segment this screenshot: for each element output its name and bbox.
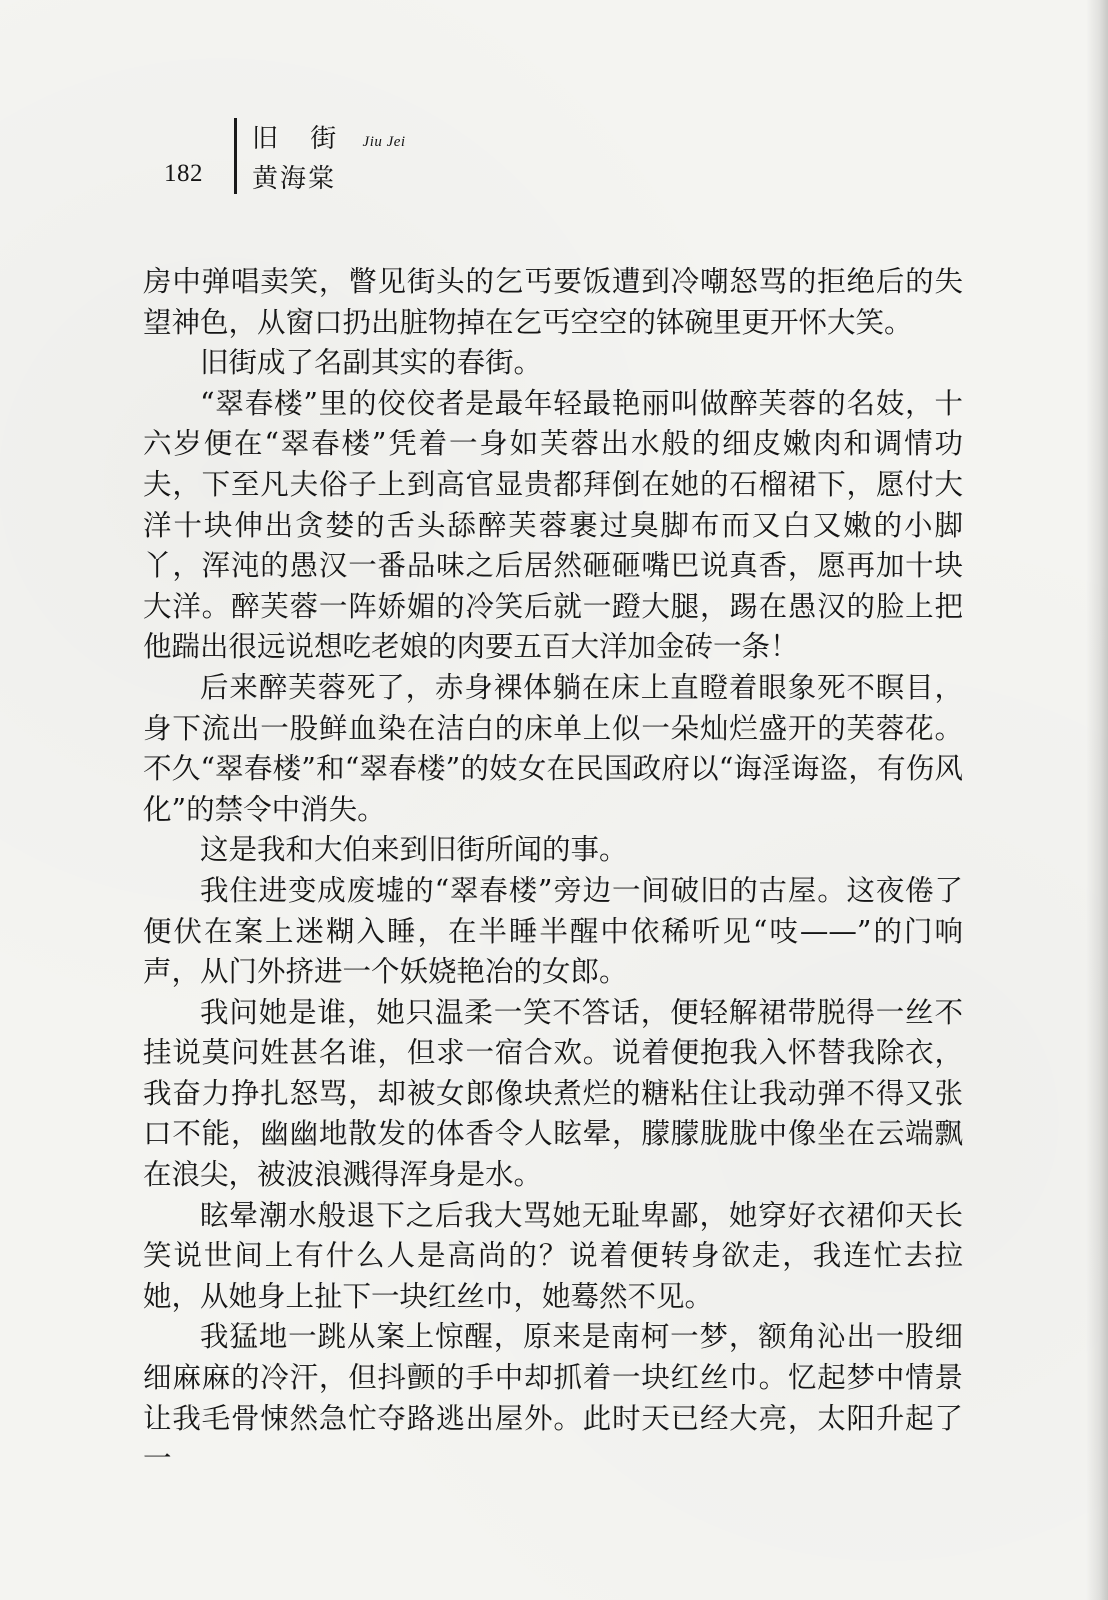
- paragraph: 房中弹唱卖笑，瞥见街头的乞丐要饭遭到冷嘲怒骂的拒绝后的失望神色，从窗口扔出脏物掉在乞丐空空的钵碗里更开怀大笑。: [143, 265, 963, 339]
- paragraph: 后来醉芙蓉死了，赤身裸体躺在床上直瞪着眼象死不瞑目，身下流出一股鲜血染在洁白的床单上似一朵灿烂盛开的芙蓉花。不久“翠春楼”和“翠春楼”的妓女在民国政府以“诲淫诲盗，有伤风化”的禁令中消失。: [143, 670, 963, 826]
- paragraph: 我问她是谁，她只温柔一笑不答话，便轻解裙带脱得一丝不挂说莫问姓甚名谁，但求一宿合欢。说着便抱我入怀替我除衣，我奋力挣扎怒骂，却被女郎像块煮烂的糖粘住让我动弹不得又张口不能，幽幽地散发的体香令人眩晕，朦朦胧胧中像坐在云端飘在浪尖，被波浪溅得浑身是水。: [143, 995, 963, 1192]
- header-divider: [234, 118, 237, 194]
- page-number: 182: [164, 160, 203, 187]
- paragraph: 我住进变成废墟的“翠春楼”旁边一间破旧的古屋。这夜倦了便伏在案上迷糊入睡，在半睡半醒中依稀听见“吱——”的门响声，从门外挤进一个妖娆艳冶的女郎。: [143, 873, 963, 989]
- paragraph: 旧街成了名副其实的春街。: [200, 346, 543, 380]
- paragraph: 这是我和大伯来到旧街所闻的事。: [200, 833, 628, 867]
- paragraph: “翠春楼”里的佼佼者是最年轻最艳丽叫做醉芙蓉的名妓，十六岁便在“翠春楼”凭着一身如芙蓉出水般的细皮嫩肉和调情功夫，下至凡夫俗子上到高官显贵都拜倒在她的石榴裙下，愿付大洋十块伸出贪婪的舌头舔醉芙蓉裹过臭脚布而又白又嫩的小脚丫，浑沌的愚汉一番品味之后居然砸砸嘴巴说真香，愿再加十块大洋。醉芙蓉一阵娇媚的冷笑后就一蹬大腿，踢在愚汉的脸上把他踹出很远说想吃老娘的肉要五百大洋加金砖一条！: [143, 386, 963, 664]
- body-text: [143, 262, 963, 1480]
- page-edge-shadow: [1086, 0, 1108, 1600]
- paragraph: 眩晕潮水般退下之后我大骂她无耻卑鄙，她穿好衣裙仰天长笑说世间上有什么人是高尚的？说着便转身欲走，我连忙去拉她，从她身上扯下一块红丝巾，她蓦然不见。: [143, 1198, 963, 1313]
- book-title-pinyin: Jiu Jei: [362, 134, 406, 150]
- running-header: [160, 118, 560, 196]
- book-title-chinese: 旧 街: [252, 124, 349, 154]
- author-name: 黄海棠: [252, 164, 337, 194]
- paragraph: 我猛地一跳从案上惊醒，原来是南柯一梦，额角沁出一股细细麻麻的冷汗，但抖颤的手中却抓着一块红丝巾。忆起梦中情景让我毛骨悚然急忙夺路逃出屋外。此时天已经大亮，太阳升起了一: [143, 1320, 963, 1476]
- book-title: [252, 118, 406, 155]
